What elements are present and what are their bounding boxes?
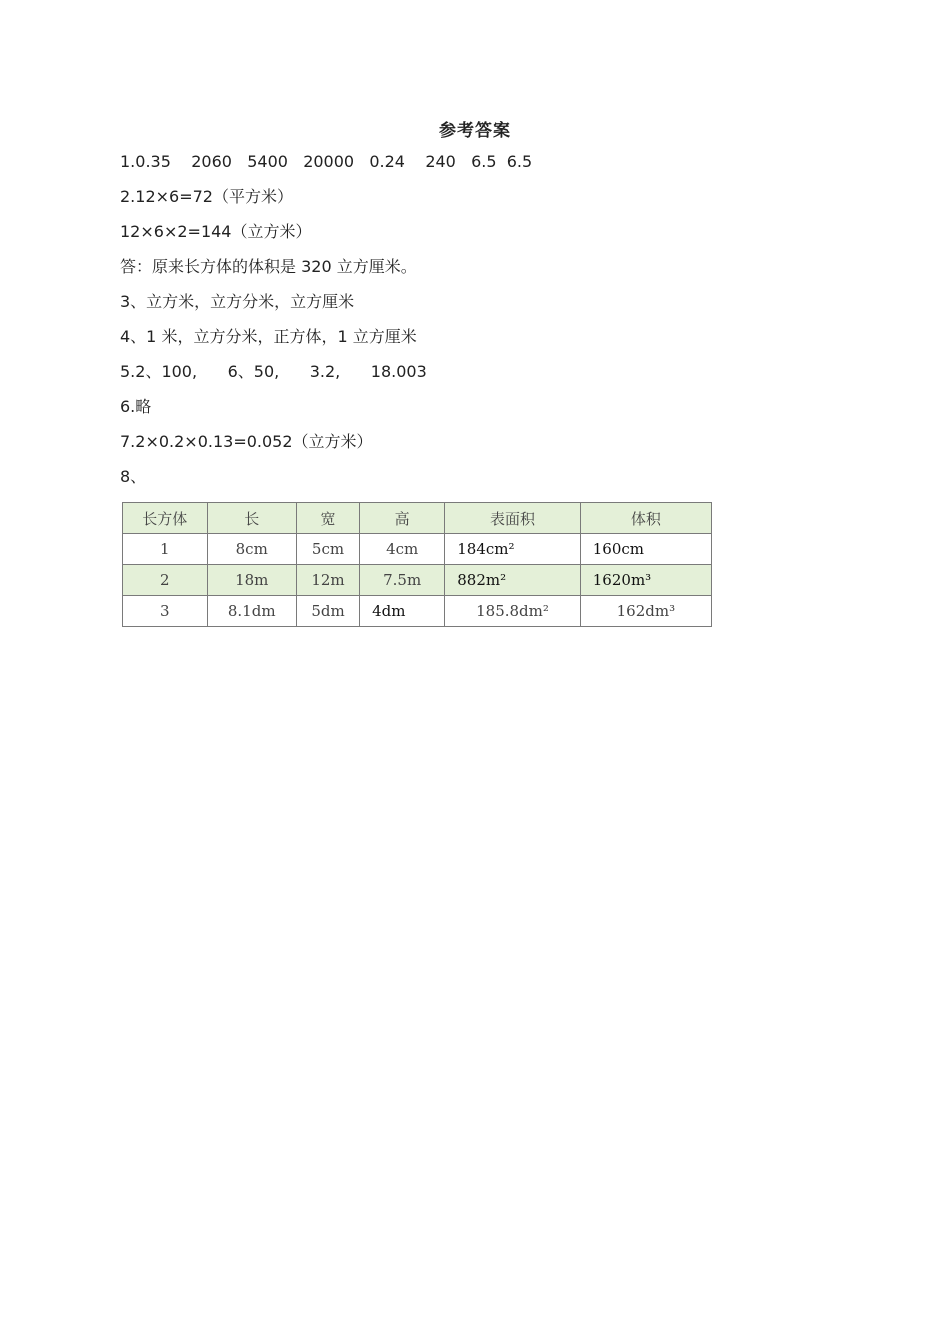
- answer-line-2-calc: 12×6×2=144（立方米）: [120, 222, 312, 241]
- table-cell: 1620m³: [580, 565, 711, 596]
- table-header-row: [123, 503, 712, 534]
- cuboid-answer-table: [122, 502, 712, 627]
- table-cell: 882m²: [445, 565, 581, 596]
- table-cell: 4cm: [360, 534, 445, 565]
- header-height: 高: [360, 503, 445, 534]
- header-width: 宽: [296, 503, 359, 534]
- header-volume: 体积: [580, 503, 711, 534]
- answer-line-7: 7.2×0.2×0.13=0.052（立方米）: [120, 432, 373, 451]
- answer-lines: [120, 150, 840, 500]
- table-cell: 1: [123, 534, 208, 565]
- table-cell: 184cm²: [445, 534, 581, 565]
- table-cell: 185.8dm²: [445, 596, 581, 627]
- table-cell: 5cm: [296, 534, 359, 565]
- table-cell: 8.1dm: [207, 596, 296, 627]
- table-cell: 12m: [296, 565, 359, 596]
- answer-line-2: 2.12×6=72（平方米）: [120, 187, 293, 206]
- table-cell: 2: [123, 565, 208, 596]
- answer-line-5: 5.2、100, 6、50, 3.2, 18.003: [120, 362, 427, 381]
- answer-line-3: 3、立方米，立方分米，立方厘米: [120, 292, 355, 311]
- table-row: [123, 534, 712, 565]
- table-cell: 8cm: [207, 534, 296, 565]
- table-cell: 5dm: [296, 596, 359, 627]
- answer-line-4: 4、1 米，立方分米，正方体，1 立方厘米: [120, 327, 417, 346]
- table-cell: 4dm: [360, 596, 445, 627]
- table-cell: 160cm: [580, 534, 711, 565]
- page-title: 参考答案: [439, 121, 511, 141]
- table-cell: 3: [123, 596, 208, 627]
- table-cell: 162dm³: [580, 596, 711, 627]
- answer-line-8: 8、: [120, 467, 147, 486]
- table-row: [123, 565, 712, 596]
- answer-line-2-answer: 答：原来长方体的体积是 320 立方厘米。: [120, 257, 417, 276]
- header-length: 长: [207, 503, 296, 534]
- header-surface-area: 表面积: [445, 503, 581, 534]
- answer-line-1: 1.0.35 2060 5400 20000 0.24 240 6.5 6.5: [120, 152, 533, 171]
- header-cuboid: 长方体: [123, 503, 208, 534]
- table-cell: 18m: [207, 565, 296, 596]
- answer-line-6: 6.略: [120, 397, 152, 416]
- table-cell: 7.5m: [360, 565, 445, 596]
- table-row: [123, 596, 712, 627]
